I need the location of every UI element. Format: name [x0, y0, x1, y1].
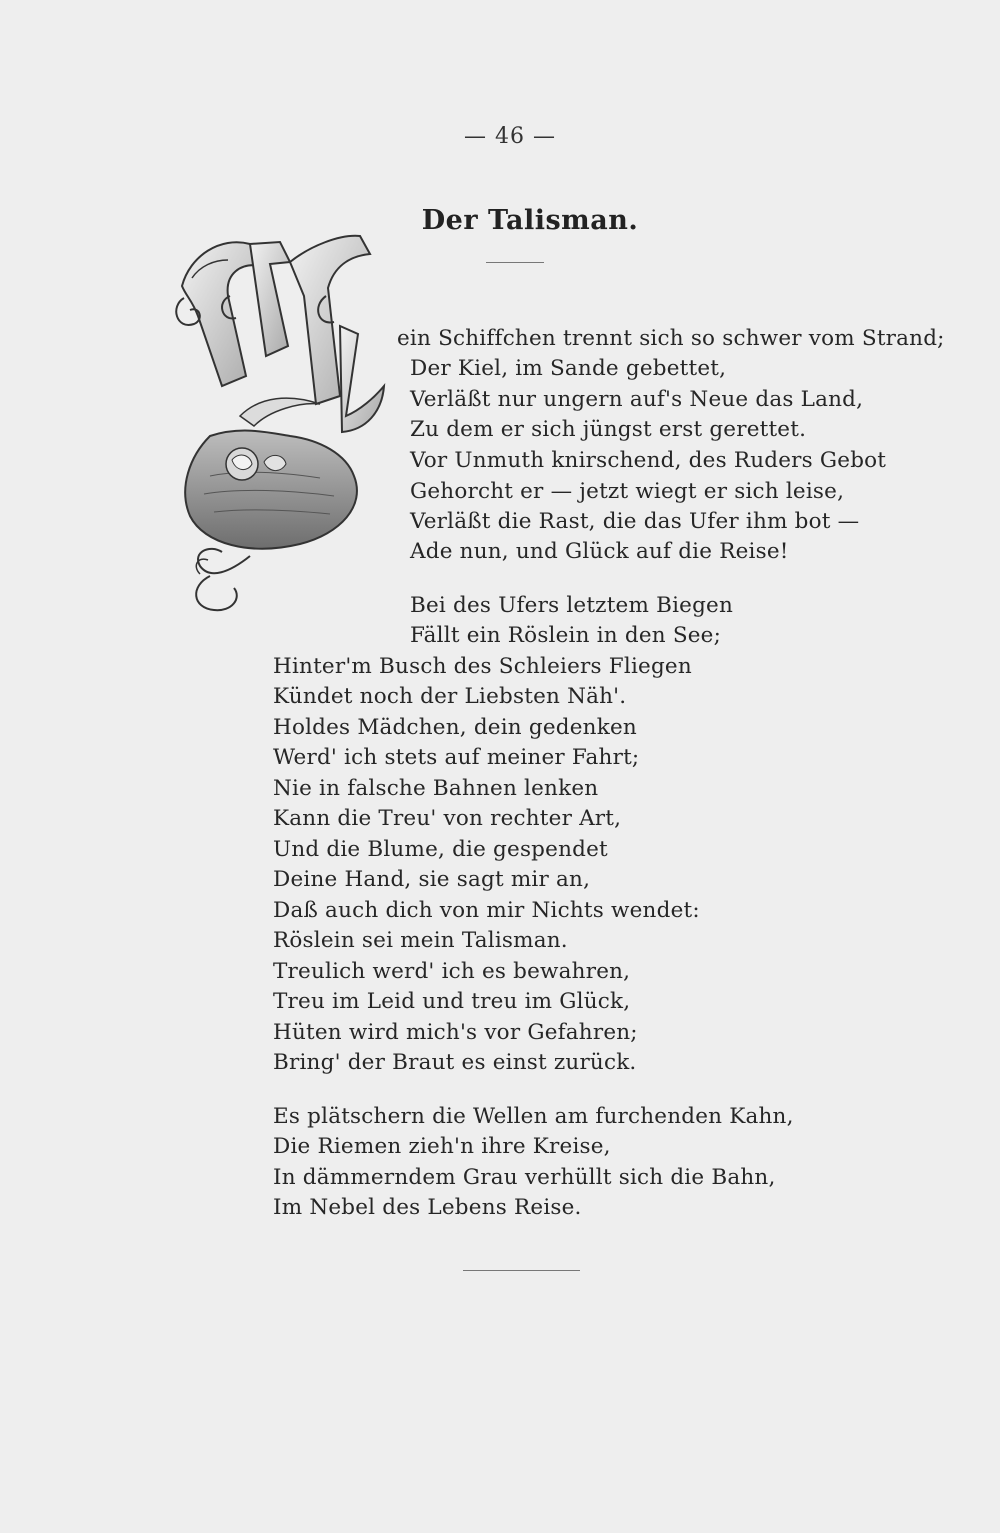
poem-line: Daß auch dich von mir Nichts wendet: — [273, 898, 700, 923]
poem-line: Es plätschern die Wellen am furchenden Kahn, — [273, 1104, 794, 1129]
poem-line: Im Nebel des Lebens Reise. — [273, 1195, 582, 1220]
poem-line: In dämmerndem Grau verhüllt sich die Bahn, — [273, 1165, 776, 1190]
poem-line: Verläßt nur ungern auf's Neue das Land, — [410, 387, 864, 412]
poem-line: Verläßt die Rast, die das Ufer ihm bot — — [410, 509, 860, 534]
page-number: — 46 — — [464, 124, 556, 149]
poem-line: Ade nun, und Glück auf die Reise! — [410, 539, 789, 564]
poem-line: Holdes Mädchen, dein gedenken — [273, 715, 637, 740]
poem-line: Hüten wird mich's vor Gefahren; — [273, 1020, 638, 1045]
poem-line: Hinter'm Busch des Schleiers Fliegen — [273, 654, 692, 679]
title-divider — [486, 262, 544, 263]
poem-line: Röslein sei mein Talisman. — [273, 928, 568, 953]
poem-line: Bring' der Braut es einst zurück. — [273, 1050, 637, 1075]
poem-line: Deine Hand, sie sagt mir an, — [273, 867, 591, 892]
poem-line: Und die Blume, die gespendet — [273, 837, 608, 862]
poem-line: ein Schiffchen trennt sich so schwer vom Strand; — [397, 326, 945, 351]
poem-line: Vor Unmuth knirschend, des Ruders Gebot — [410, 448, 887, 473]
poem-line: Nie in falsche Bahnen lenken — [273, 776, 599, 801]
poem-line: Kündet noch der Liebsten Näh'. — [273, 684, 627, 709]
poem-line: Gehorcht er — jetzt wiegt er sich leise, — [410, 479, 845, 504]
poem-line: Die Riemen zieh'n ihre Kreise, — [273, 1134, 611, 1159]
poem-line: Treulich werd' ich es bewahren, — [273, 959, 631, 984]
poem-line: Bei des Ufers letztem Biegen — [410, 593, 734, 618]
poem-line: Werd' ich stets auf meiner Fahrt; — [273, 745, 640, 770]
end-divider — [463, 1270, 580, 1271]
poem-line: Treu im Leid und treu im Glück, — [273, 989, 631, 1014]
poem-title: Der Talisman. — [421, 205, 639, 236]
poem-line: Zu dem er sich jüngst erst gerettet. — [410, 417, 807, 442]
poem-line: Der Kiel, im Sande gebettet, — [410, 356, 727, 381]
poem-line: Kann die Treu' von rechter Art, — [273, 806, 622, 831]
poem-line: Fällt ein Röslein in den See; — [410, 623, 722, 648]
decorated-initial-letter — [170, 226, 390, 626]
